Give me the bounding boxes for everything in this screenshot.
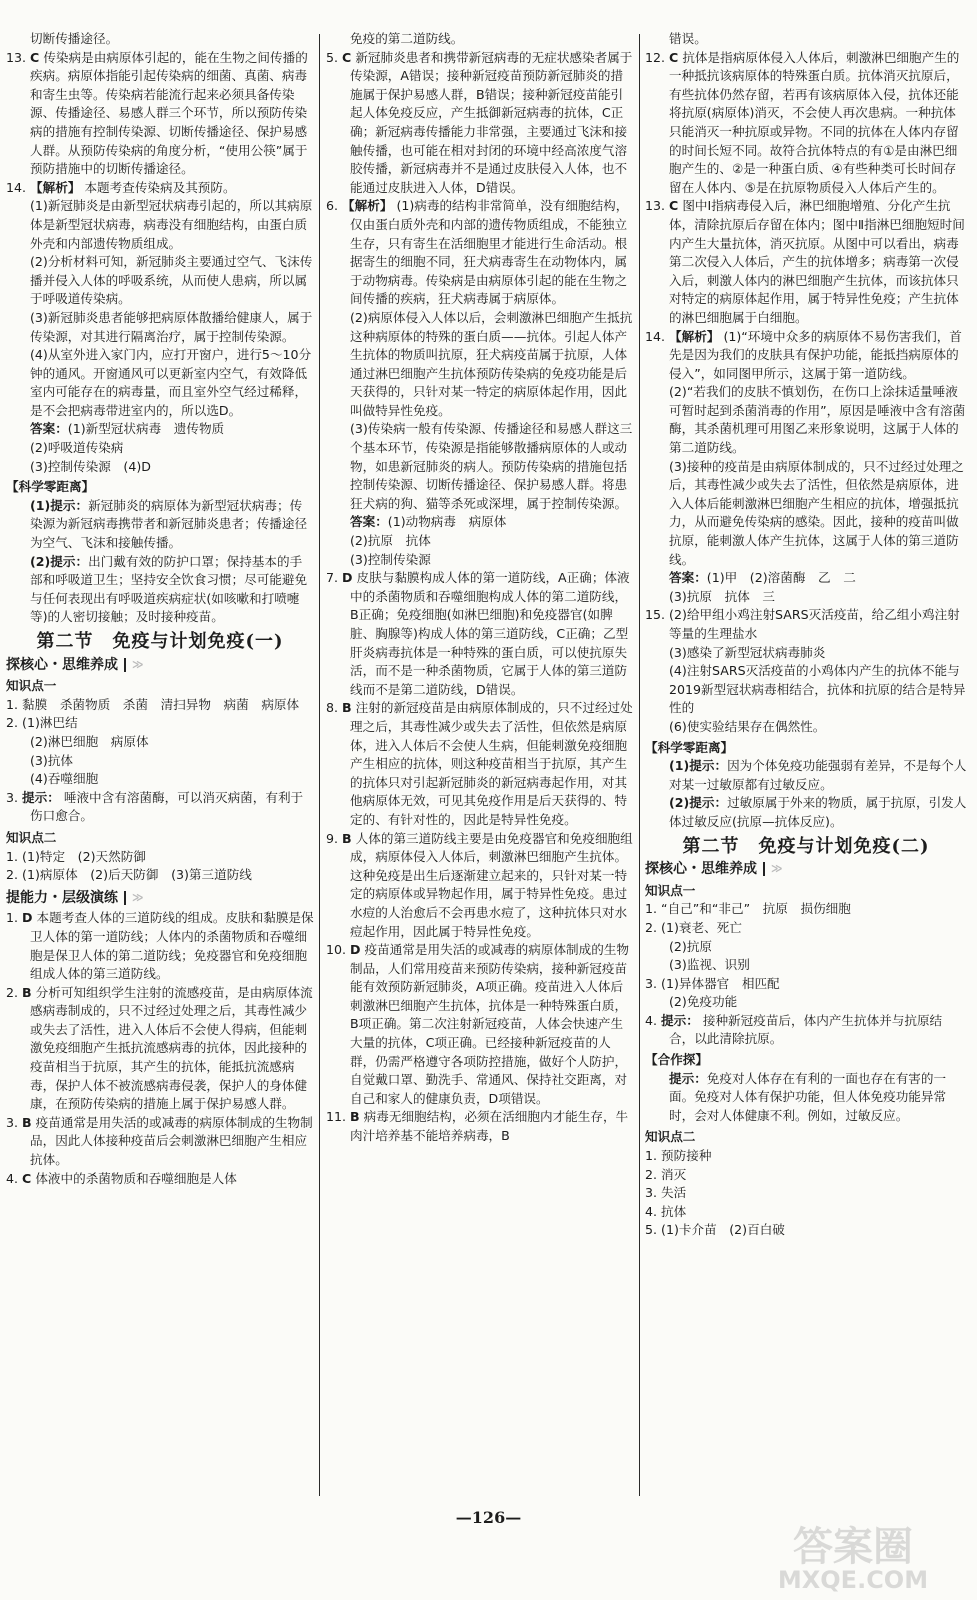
question-text: 体液中的杀菌物质和吞噬细胞是人体 <box>35 1170 237 1186</box>
question-text: (1)衰老、死亡 <box>661 919 742 935</box>
question-text: (1)淋巴结 <box>22 715 78 731</box>
question-number: 2. <box>645 1166 658 1182</box>
answer-label: 答案： <box>350 514 388 530</box>
page-number: —126— <box>455 1508 522 1527</box>
sub-item: (4)注射SARS灭活疫苗的小鸡体内产生的抗体不能与2019新型冠状病毒相结合，抗体和抗原的结合是特异性的 <box>669 663 966 716</box>
answer-key: C <box>342 49 352 65</box>
sub-item: (4)从室外进入家门内，应打开窗户，进行5～10分钟的通风。开窗通风可以更新室内空气，有效降低室内可能存在的病毒量，而且室外空气经过稀释，是不会把病毒带进室内的，所以选D。 <box>30 347 312 418</box>
question-number: 2. <box>6 867 19 883</box>
question-item <box>326 197 634 309</box>
sub-item: (6)使实验结果存在偶然性。 <box>669 718 826 734</box>
band-divider <box>124 891 126 905</box>
question-text: (1)卡介苗 (2)百白破 <box>661 1222 785 1238</box>
question-number: 7. <box>326 570 339 586</box>
sub-item: (3)传染病一般有传染源、传播途径和易感人群这三个基本环节，传染源是指能够散播病原体的人或动物，如患新冠肺炎的病人。预防传染病的措施包括控制传染源、切断传播途径、保护易感人群。将患狂犬病的狗、猫等杀死或深埋，属于控制传染源。 <box>350 421 633 511</box>
band-title: 探核心・思维养成 <box>645 861 757 878</box>
question-number: 13. <box>645 198 666 214</box>
question-text: 注射的新冠疫苗是由病原体制成的，只不过经过处理之后，其毒性减少或失去了活性，但依然是病原体，进入人体后不会使人生病，但能刺激免疫细胞产生相应的抗体，则这种疫苗相当于抗原，其产生的抗体只对引起新冠肺炎的新冠病毒起作用，对其他病原体无效，可见其免疫作用是后天获得的、特定的、有针对性的，因此是特异性免疫。 <box>350 700 633 827</box>
band-divider <box>763 862 765 876</box>
sub-item: (3)抗体 <box>30 752 74 768</box>
answer-label: 提示： <box>669 1070 707 1086</box>
band-title: 提能力・层级演练 <box>6 889 118 906</box>
answer-text: (1)动物病毒 病原体 <box>387 514 507 530</box>
question-item <box>326 830 634 942</box>
question-number: 5. <box>645 1222 658 1238</box>
question-item <box>326 49 634 198</box>
question-number: 9. <box>326 830 339 846</box>
band-title: 探核心・思维养成 <box>6 656 118 673</box>
answer-key: B <box>342 700 352 716</box>
answer-key: D <box>22 910 33 926</box>
question-item <box>6 866 314 885</box>
answer-line <box>6 497 314 553</box>
question-item <box>645 606 967 643</box>
question-text: 传染病是由病原体引起的，能在生物之间传播的疾病。病原体指能引起传染病的细菌、真菌、病毒和寄生虫等。传染病若能流行起来必须具备传染源、传播途径、易感人群三个环节，所以预防传染病的措施有控制传染源、切断传播途径、保护易感人群。从预防传染病的角度分析，“使用公筷”属于预防措施中的切断传播途径。 <box>30 49 308 177</box>
answer-label: (2)提示： <box>669 795 728 811</box>
question-item <box>6 696 314 715</box>
answer-key: C <box>669 198 679 214</box>
question-text: 新冠肺炎患者和携带新冠病毒的无症状感染者属于传染源，A错误；接种新冠疫苗预防新冠肺炎的措施属于保护易感人群，B错误；接种新冠疫苗能引起人体免疫反应，产生抵御新冠病毒的抗体，C正确；新冠病毒传播能力非常强，主要通过飞沫和接触传播，也可能在相对封闭的环境中经高浓度气溶胶传播，新冠病毒并不是通过皮肤侵入人体，也不能通过皮肤进入人体，D错误。 <box>350 49 633 195</box>
answer-key: B <box>22 984 32 1000</box>
answer-key: D <box>342 570 353 586</box>
question-number: 2. <box>645 919 658 935</box>
band-divider <box>124 658 126 672</box>
answer-line <box>645 757 967 794</box>
knowledge-point-heading: 知识点二 <box>6 829 57 845</box>
question-number: 4. <box>6 1170 19 1186</box>
answer-label: 答案： <box>30 421 68 437</box>
question-text: (1)病毒的结构非常简单，没有细胞结构，仅由蛋白质外壳和内部的遗传物质组成，不能独立生存，只有寄生在活细胞里才能进行生命活动。根据寄生的细胞不同，狂犬病毒寄生在动物体内，属于动物病毒。传染病是由病原体引起的能在生物之间传播的疾病，狂犬病毒属于病原体。 <box>350 198 629 307</box>
question-number: 3. <box>6 1114 19 1130</box>
sub-item: (2)淋巴细胞 病原体 <box>30 733 149 749</box>
box-title: 【 科学零距离 】 <box>6 478 314 497</box>
question-item <box>6 1170 314 1189</box>
section-band <box>645 860 967 879</box>
question-item <box>326 1108 634 1145</box>
question-item <box>6 848 314 867</box>
question-item <box>645 919 967 938</box>
question-number: 13. <box>6 49 27 65</box>
question-text: 唾液中含有溶菌酶，可以消灭病菌，有利于伤口愈合。 <box>30 789 304 824</box>
continued-text: 切断传播途径。 <box>30 31 119 46</box>
sub-item: (4)吞噬细胞 <box>30 771 99 787</box>
section-title: 第二节 免疫与计划免疫(二) <box>682 835 930 857</box>
watermark-line1: 答案圈 <box>793 1524 913 1570</box>
question-number: 5. <box>326 49 339 65</box>
answer-label: (1)提示： <box>30 497 89 513</box>
answer-text: (1)新型冠状病毒 遗传物质 <box>67 421 225 437</box>
answer-text: 免疫对人体存在有利的一面也存在有害的一面。免疫对人体有保护功能，但人体免疫功能异常时，会对人体健康不利。例如，过敏反应。 <box>669 1070 947 1123</box>
answer-key: C <box>669 49 679 65</box>
question-text: 本题考查人体的三道防线的组成。皮肤和黏膜是保卫人体的第一道防线；人体内的杀菌物质和吞噬细胞是保卫人体的第二道防线；免疫器官和免疫细胞组成人体的第三道防线。 <box>30 910 314 982</box>
column-divider <box>319 34 320 1496</box>
question-number: 3. <box>645 975 658 991</box>
answer-label: 答案： <box>669 570 707 586</box>
question-number: 8. <box>326 700 339 716</box>
question-text: 疫苗通常是用失活的或减毒的病原体制成的生物制品，人们常用疫苗来预防传染病，接种新冠疫苗能有效预防新冠肺炎，A项正确。疫苗进入人体后刺激淋巴细胞产生抗体，抗体是一种特殊蛋白质，B项正确。第二次注射新冠疫苗，人体会快速产生大量的抗体，C项正确。已经接种新冠疫苗的人群，仍需严格遵守各项防控措施，做好个人防护，自觉戴口罩、勤洗手、常通风、保持社交距离，对自己和家人的健康负责，D项错误。 <box>350 942 629 1106</box>
question-item <box>326 941 634 1108</box>
question-text: (1)“环境中众多的病原体不易伤害我们，首先是因为我们的皮肤具有保护功能，能抵挡病原体的侵入”，如同图甲所示，这属于第一道防线。 <box>669 328 962 381</box>
question-text: 消灭 <box>661 1166 687 1182</box>
knowledge-point-heading: 知识点二 <box>645 1129 696 1145</box>
chevron-icon: ≫ <box>771 862 783 876</box>
question-item <box>645 49 967 198</box>
answer-key: D <box>350 942 361 958</box>
question-number: 1. <box>645 1148 658 1164</box>
answer-line <box>645 794 967 831</box>
answer-label: (2)提示： <box>30 553 89 569</box>
sub-item: (3)感染了新型冠状病毒肺炎 <box>669 644 826 660</box>
answer-line <box>645 1070 967 1126</box>
question-text: 黏膜 杀菌物质 杀菌 清扫异物 病菌 病原体 <box>22 696 300 712</box>
watermark-line2: MXQE.COM <box>777 1566 929 1594</box>
question-text: 皮肤与黏膜构成人体的第一道防线，A正确；体液中的杀菌物质和吞噬细胞构成人体的第二道防线，B正确；免疫细胞(如淋巴细胞)和免疫器官(如脾脏、胸腺等)构成人体的第三道防线，C正确；乙型肝炎病毒抗体是一种特殊的蛋白质，可以使抗原失活，而不是一种杀菌物质，它属于人体的第三道防线而不是第二道防线，D错误。 <box>350 570 630 697</box>
answer-key: 提示： <box>661 1012 699 1028</box>
question-text: (1)病原体 (2)后天防御 (3)第三道防线 <box>22 867 252 883</box>
question-text: 图中Ⅰ指病毒侵入后，淋巴细胞增殖、分化产生抗体，清除抗原后存留在体内；图中Ⅱ指淋巴细胞短时间内产生大量抗体，消灭抗原。从图中可以看出，病毒第二次侵入人体后，产生的抗体增多；病毒第一次侵入后，刺激人体内的淋巴细胞产生抗体，而该抗体只对特定的病原体起作用，属于特异性免疫；产生抗体的淋巴细胞属于白细胞。 <box>669 198 965 325</box>
continued-text: 错误。 <box>669 31 707 46</box>
answer-text: 新冠肺炎的病原体为新型冠状病毒；传染源为新冠病毒携带者和新冠肺炎患者；传播途径为空气、飞沫和接触传播。 <box>30 497 308 551</box>
question-text: 接种新冠疫苗后，体内产生抗体并与抗原结合，以此清除抗原。 <box>669 1012 943 1047</box>
question-number: 14. <box>645 328 666 344</box>
question-number: 11. <box>326 1109 347 1125</box>
question-item <box>6 1114 314 1170</box>
question-text: 本题考查传染病及其预防。 <box>84 179 236 195</box>
answer-text: 过敏原属于外来的物质，属于抗原，引发人体过敏反应(抗原—抗体反应)。 <box>669 795 967 829</box>
sub-item: (2)抗原 抗体 <box>350 533 431 549</box>
question-item <box>645 1012 967 1049</box>
question-item <box>6 714 314 733</box>
section-band <box>6 656 314 675</box>
answer-key: B <box>350 1109 360 1125</box>
sub-item: (2)抗原 <box>669 938 713 954</box>
question-item <box>645 197 967 327</box>
answer-line <box>645 569 967 588</box>
sub-item: (3)接种的疫苗是由病原体制成的，只不过经过处理之后，其毒性减少或失去了活性，但依然是病原体，进入人体后能刺激淋巴细胞产生相应的抗体，增强抵抗力，从而避免传染病的感染。因此，接种的疫苗叫做抗原，能刺激人体产生抗体，这属于人体的第三道防线。 <box>669 458 964 567</box>
column-middle <box>326 30 634 1502</box>
sub-item: (3)抗原 抗体 三 <box>669 588 775 604</box>
question-item <box>6 179 314 198</box>
sub-item: (2)免疫功能 <box>669 994 738 1010</box>
question-item <box>645 1166 967 1185</box>
box-title: 【 科学零距离 】 <box>645 739 967 758</box>
column-left <box>6 30 314 1502</box>
sub-item: (1)新冠肺炎是由新型冠状病毒引起的，所以其病原体是新型冠状病毒，病毒没有细胞结构，由蛋白质外壳和内部遗传物质组成。 <box>30 198 313 251</box>
question-number: 3. <box>645 1185 658 1201</box>
sub-item: (3)新冠肺炎患者能够把病原体散播给健康人，属于传染源，对其进行隔离治疗，属于控制传染源。 <box>30 309 313 344</box>
question-item <box>645 1184 967 1203</box>
question-text: 失活 <box>661 1185 687 1201</box>
answer-text: 出门戴有效的防护口罩；保持基本的手部和呼吸道卫生；坚持安全饮食习惯；尽可能避免与任何表现出有呼吸道疾病症状(如咳嗽和打喷嚏等)的人密切接触；及时接种疫苗。 <box>30 553 308 625</box>
question-item <box>326 699 634 829</box>
question-text: (1)异体器官 相匹配 <box>661 975 780 991</box>
answer-line <box>326 513 634 532</box>
answer-key: 【解析】 <box>342 198 393 214</box>
question-item <box>6 984 314 1114</box>
continued-text: 免疫的第二道防线。 <box>350 31 464 46</box>
sub-item: (2)“若我们的皮肤不慎划伤，在伤口上涂抹适量唾液可暂时起到杀菌消毒的作用”，原因是唾液中含有溶菌酶，其杀菌机理可用图乙来形象说明，这属于人体的第二道防线。 <box>669 384 966 456</box>
question-number: 4. <box>645 1203 658 1219</box>
question-item <box>6 49 314 179</box>
sub-item: (2)病原体侵入人体以后，会刺激淋巴细胞产生抵抗这种病原体的特殊的蛋白质——抗体。引起人体产生抗体的物质叫抗原，狂犬病疫苗属于抗原，人体通过淋巴细胞产生抗体预防传染病的免疫功能是后天获得的，只针对某一特定的病原体起作用，因此叫做特异性免疫。 <box>350 309 633 418</box>
answer-key: 【解析】 <box>30 179 81 195</box>
question-text: 疫苗通常是用失活的或减毒的病原体制成的生物制品，因此人体接种疫苗后会刺激淋巴细胞产生相应抗体。 <box>30 1114 313 1168</box>
question-item <box>6 909 314 983</box>
question-number: 1. <box>6 696 19 712</box>
answer-line <box>6 553 314 627</box>
chevron-icon: ≫ <box>132 890 144 904</box>
box-title: 【 合作探 】 <box>645 1051 967 1070</box>
question-number: 1. <box>6 848 19 864</box>
question-text: 预防接种 <box>661 1148 712 1164</box>
question-number: 2. <box>6 984 19 1000</box>
question-number: 1. <box>645 901 658 917</box>
column-right <box>645 30 967 1502</box>
question-text: (1)特定 (2)天然防御 <box>22 848 146 864</box>
question-number: 12. <box>645 49 666 65</box>
question-text: (2)给甲组小鸡注射SARS灭活疫苗，给乙组小鸡注射等量的生理盐水 <box>669 607 960 641</box>
section-title: 第二节 免疫与计划免疫(一) <box>36 631 284 652</box>
sub-item: (3)监视、识别 <box>669 957 750 973</box>
question-number: 14. <box>6 179 27 195</box>
answer-key: B <box>22 1114 32 1130</box>
answer-line <box>6 420 314 439</box>
question-number: 4. <box>645 1012 658 1028</box>
question-number: 1. <box>6 910 19 926</box>
column-divider <box>639 34 640 1496</box>
answer-key: C <box>30 49 40 65</box>
question-item <box>645 900 967 919</box>
question-item <box>645 1221 967 1240</box>
answer-key: B <box>342 830 352 846</box>
answer-key: 提示： <box>22 789 60 805</box>
question-item <box>645 975 967 994</box>
chevron-icon: ≫ <box>132 657 144 671</box>
question-item <box>326 569 634 699</box>
question-text: 抗体 <box>661 1203 687 1219</box>
answer-text: 因为个体免疫功能强弱有差异，不是每个人对某一过敏原都有过敏反应。 <box>669 758 967 792</box>
question-number: 6. <box>326 198 339 214</box>
answer-key: 【解析】 <box>669 328 720 344</box>
sub-item: (3)控制传染源 (4)D <box>30 458 151 474</box>
question-number: 3. <box>6 789 19 805</box>
question-item <box>6 789 314 826</box>
knowledge-point-heading: 知识点一 <box>6 678 57 694</box>
sub-item: (2)分析材料可知，新冠肺炎主要通过空气、飞沫传播并侵入人体的呼吸系统，从而使人患病，所以属于呼吸道传染病。 <box>30 254 313 307</box>
question-text: 病毒无细胞结构，必须在活细胞内才能生存，牛肉汁培养基不能培养病毒，B <box>350 1109 629 1144</box>
question-item <box>645 328 967 384</box>
question-text: “自己”和“非己” 抗原 损伤细胞 <box>661 901 851 917</box>
sub-item: (2)呼吸道传染病 <box>30 440 124 456</box>
question-item <box>645 1203 967 1222</box>
question-text: 抗体是指病原体侵入人体后，刺激淋巴细胞产生的一种抵抗该病原体的特殊蛋白质。抗体消灭抗原后，有些抗体仍然存留，若再有该病原体入侵，抗体还能将抗原(病原体)消灭，不会使人再次患病。一种抗体只能消灭一种抗原或异物。不同的抗体在人体内存留的时间长短不同。故符合抗体特点的有①是由淋巴细胞产生的、②是一种蛋白质、④有些种类可长时间存留在人体内、⑤是在抗原物质侵入人体后产生的。 <box>669 49 960 195</box>
answer-key: C <box>22 1170 32 1186</box>
answer-label: (1)提示： <box>669 758 728 774</box>
section-band <box>6 889 314 908</box>
question-item <box>645 1147 967 1166</box>
watermark-logo <box>743 1516 963 1594</box>
question-text: 人体的第三道防线主要是由免疫器官和免疫细胞组成，病原体侵入人体后，刺激淋巴细胞产生抗体。这种免疫是出生后逐渐建立起来的，只针对某一特定的病原体或异物起作用，属于特异性免疫。患过水痘的人治愈后不会再患水痘了，这种抗体只对水痘起作用，因此属于特异性免疫。 <box>350 830 633 939</box>
sub-item: (3)控制传染源 <box>350 551 431 567</box>
answer-text: (1)甲 (2)溶菌酶 乙 二 <box>706 570 856 586</box>
question-text: 分析可知组织学生注射的流感疫苗，是由病原体流感病毒制成的，只不过经过处理之后，其毒性减少或失去了活性，进入人体后不会使人得病，但能刺激免疫细胞产生抵抗流感病毒的抗体，因此接种的疫苗相当于抗原，其产生的抗体，能抵抗流感病毒，保护人体不被流感病毒侵袭，保护人的身体健康，在预防传染病的措施上属于保护易感人群。 <box>30 984 313 1112</box>
question-number: 10. <box>326 942 347 958</box>
question-number: 15. <box>645 607 666 623</box>
question-number: 2. <box>6 715 19 731</box>
knowledge-point-heading: 知识点一 <box>645 882 696 898</box>
